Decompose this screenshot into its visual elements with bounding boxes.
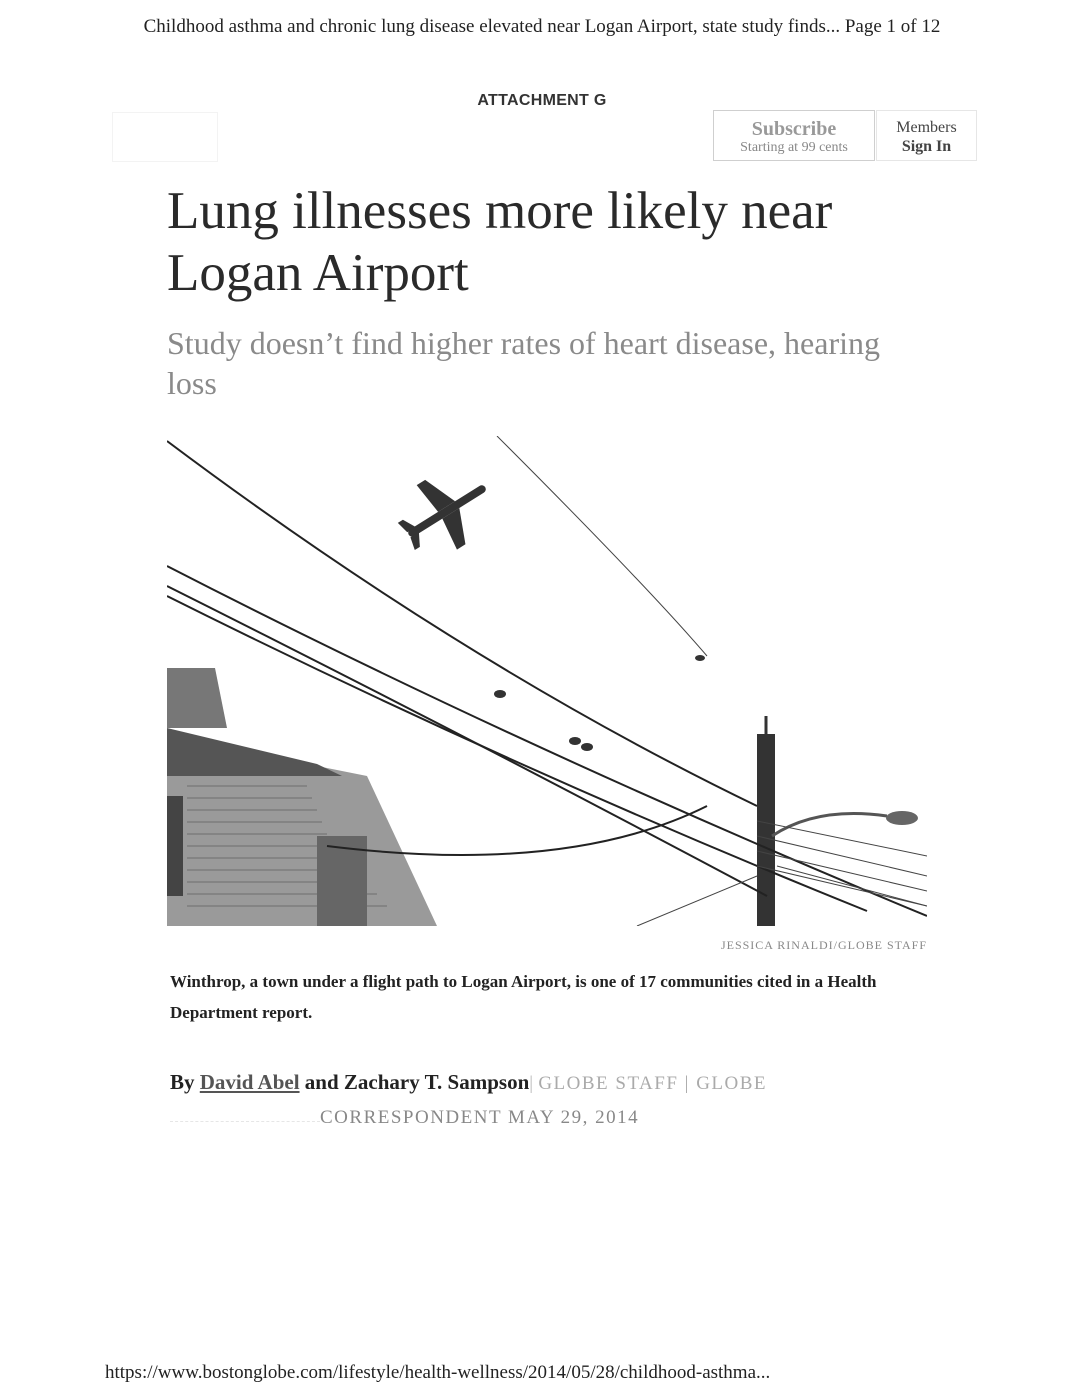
print-header: Childhood asthma and chronic lung disease elevated near Logan Airport, state study finds... Page 1 of 12 <box>143 16 941 37</box>
subscribe-subtitle: Starting at 99 cents <box>740 140 848 155</box>
publish-date: MAY 29, 2014 <box>507 1107 640 1128</box>
members-title: Members <box>896 119 957 136</box>
logo-placeholder <box>112 112 218 162</box>
author-link-david-abel[interactable]: David Abel <box>199 1070 300 1094</box>
divider <box>170 1121 320 1122</box>
attachment-label: ATTACHMENT G <box>477 92 607 109</box>
article-headline: Lung illnesses more likely near Logan Airport <box>167 182 833 302</box>
byline-roles: GLOBE STAFF | GLOBE <box>538 1073 768 1094</box>
sign-in-label: Sign In <box>901 138 952 155</box>
author-name: Zachary T. Sampson <box>343 1070 530 1094</box>
byline-line-2 <box>320 1101 920 1135</box>
article-subheadline: Study doesn’t find higher rates of heart disease, hearing loss <box>167 325 880 401</box>
subscribe-button[interactable] <box>713 110 875 161</box>
byline-separator: | <box>529 1073 534 1094</box>
byline-prefix: By <box>170 1070 195 1094</box>
subscribe-title: Subscribe <box>751 118 837 140</box>
byline-conjunction: and <box>304 1070 339 1094</box>
article-photo <box>167 436 927 926</box>
byline <box>170 1064 910 1102</box>
photo-caption: Winthrop, a town under a flight path to Logan Airport, is one of 17 communities cited in a Health Department report. <box>170 972 877 1022</box>
byline-role-correspondent: CORRESPONDENT <box>320 1107 502 1128</box>
photo-credit: JESSICA RINALDI/GLOBE STAFF <box>720 938 927 952</box>
members-sign-in-button[interactable] <box>876 110 977 161</box>
utility-pole <box>757 716 918 926</box>
print-footer-url: https://www.bostonglobe.com/lifestyle/health-wellness/2014/05/28/childhood-asthma... <box>105 1362 771 1383</box>
airplane-illustration <box>386 455 505 569</box>
